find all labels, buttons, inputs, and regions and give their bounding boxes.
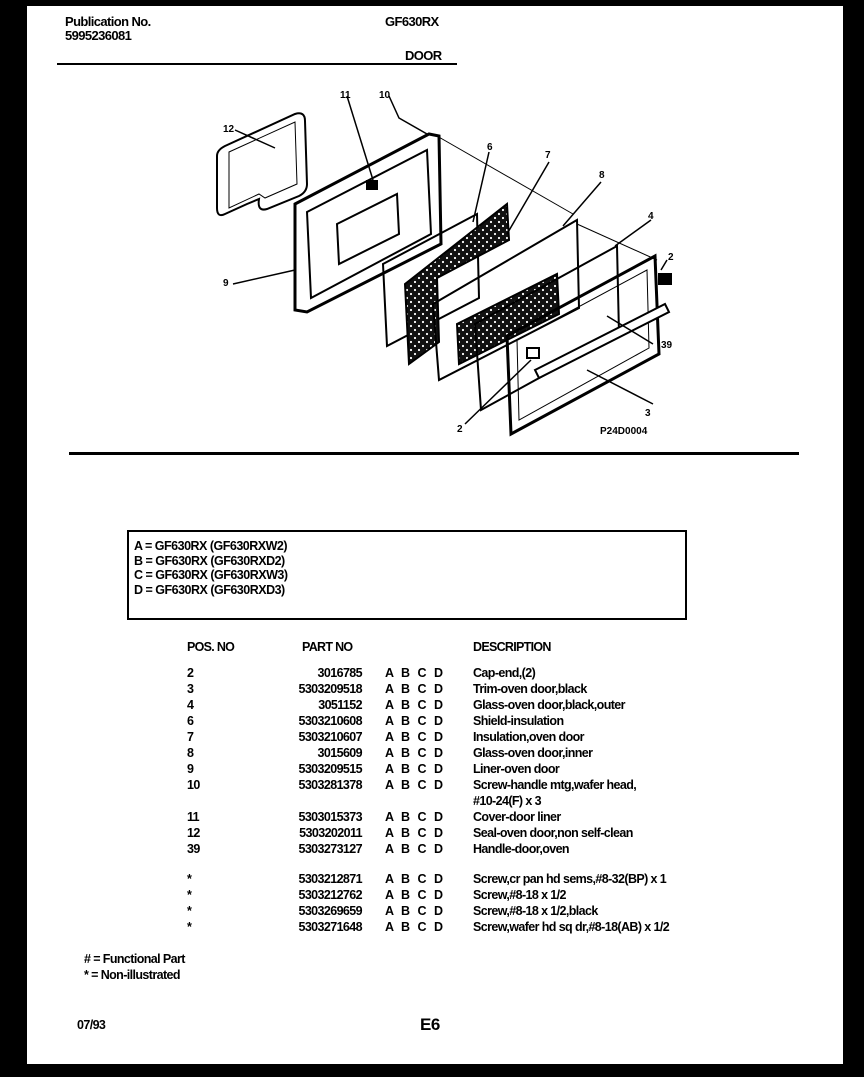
models-cell: A B C D [385,920,444,934]
desc-cell: Seal-oven door,non self-clean [473,826,633,840]
desc-cell: Screw,cr pan hd sems,#8-32(BP) x 1 [473,872,667,886]
models-cell: A B C D [385,762,444,776]
section-title: DOOR [405,48,442,63]
part-cell: 5303281378 [298,778,362,792]
models-cell: A B C D [385,714,444,728]
part-cell: 3016785 [317,666,362,680]
desc-cell: Glass-oven door,inner [473,746,593,760]
part-cell: 5303210607 [298,730,362,744]
callout-10: 10 [379,90,391,101]
part-cell: 5303273127 [298,842,362,856]
publication-label: Publication No. [65,14,151,29]
part-cell: 5303209518 [298,682,362,696]
footer-date: 07/93 [77,1018,106,1032]
pos-cell: * [187,904,192,918]
models-cell: A B C D [385,826,444,840]
pos-cell: 4 [187,698,194,712]
col-header-pos: POS. NO [187,640,235,654]
pos-cell: 11 [187,810,200,824]
models-cell: A B C D [385,904,444,918]
models-cell: A B C D [385,682,444,696]
part-cell: 5303210608 [298,714,362,728]
desc-cell: Cap-end,(2) [473,666,536,680]
desc-cell: Screw,#8-18 x 1/2,black [473,904,598,918]
model-key-c: C = GF630RX (GF630RXW3) [134,568,288,582]
publication-number: 5995236081 [65,28,132,43]
exploded-door-diagram [177,84,697,444]
callout-2-bottom: 2 [457,424,463,435]
section-divider [69,452,799,455]
desc-cell: Screw-handle mtg,wafer head, [473,778,637,792]
models-cell: A B C D [385,810,444,824]
desc-cell: Insulation,oven door [473,730,584,744]
pos-cell: 7 [187,730,194,744]
callout-3: 3 [645,408,651,419]
model-key-b: B = GF630RX (GF630RXD2) [134,553,285,568]
legend-functional-part: # = Functional Part [84,952,185,966]
callout-4: 4 [648,211,654,222]
callout-8: 8 [599,170,605,181]
models-cell: A B C D [385,730,444,744]
part-cell: 5303212762 [298,888,362,902]
desc-cell: Screw,#8-18 x 1/2 [473,888,566,902]
pos-cell: 6 [187,714,194,728]
callout-9: 9 [223,278,229,289]
part-cell: 3015609 [317,746,362,760]
callout-2-top: 2 [668,252,674,263]
desc-cell: Trim-oven door,black [473,682,587,696]
pos-cell: * [187,888,192,902]
page-number: E6 [420,1015,440,1034]
models-cell: A B C D [385,778,444,792]
desc-cell: Cover-door liner [473,810,561,824]
col-header-description: DESCRIPTION [473,640,551,654]
pos-cell: * [187,872,192,886]
legend-non-illustrated: * = Non-illustrated [84,968,180,982]
part-cell: 5303015373 [298,810,362,824]
pos-cell: 2 [187,666,194,680]
desc-cell-continued: #10-24(F) x 3 [473,794,541,808]
col-header-part: PART NO [302,640,353,654]
pos-cell: 8 [187,746,194,760]
pos-cell: 9 [187,762,194,776]
part-cell: 5303209515 [298,762,362,776]
callout-12: 12 [223,124,235,135]
diagram-code: P24D0004 [600,426,648,437]
pos-cell: 39 [187,842,200,856]
desc-cell: Screw,wafer hd sq dr,#8-18(AB) x 1/2 [473,920,670,934]
part-cell: 5303269659 [298,904,362,918]
door-assembly-illustration [177,84,697,444]
part-cell: 3051152 [318,698,362,712]
callout-11: 11 [340,90,351,101]
pos-cell: 10 [187,778,200,792]
desc-cell: Liner-oven door [473,762,560,776]
parts-page [27,6,843,1064]
desc-cell: Shield-insulation [473,714,564,728]
part-cell: 5303271648 [298,920,362,934]
callout-7: 7 [545,150,551,161]
callout-6: 6 [487,142,493,153]
model-key-box [127,530,687,620]
part-cell: 5303202011 [299,826,362,840]
models-cell: A B C D [385,888,444,902]
pos-cell: * [187,920,192,934]
pos-cell: 3 [187,682,194,696]
callout-39: 39 [661,340,673,351]
desc-cell: Handle-door,oven [473,842,569,856]
model-key-a: A = GF630RX (GF630RXW2) [134,539,288,553]
models-cell: A B C D [385,666,444,680]
pos-cell: 12 [187,826,200,840]
model-title: GF630RX [385,14,439,29]
models-cell: A B C D [385,746,444,760]
part-cell: 5303212871 [298,872,362,886]
model-key-d: D = GF630RX (GF630RXD3) [134,582,285,597]
models-cell: A B C D [385,842,444,856]
models-cell: A B C D [385,872,444,886]
desc-cell: Glass-oven door,black,outer [473,698,625,712]
header-rule [57,63,457,65]
models-cell: A B C D [385,698,444,712]
